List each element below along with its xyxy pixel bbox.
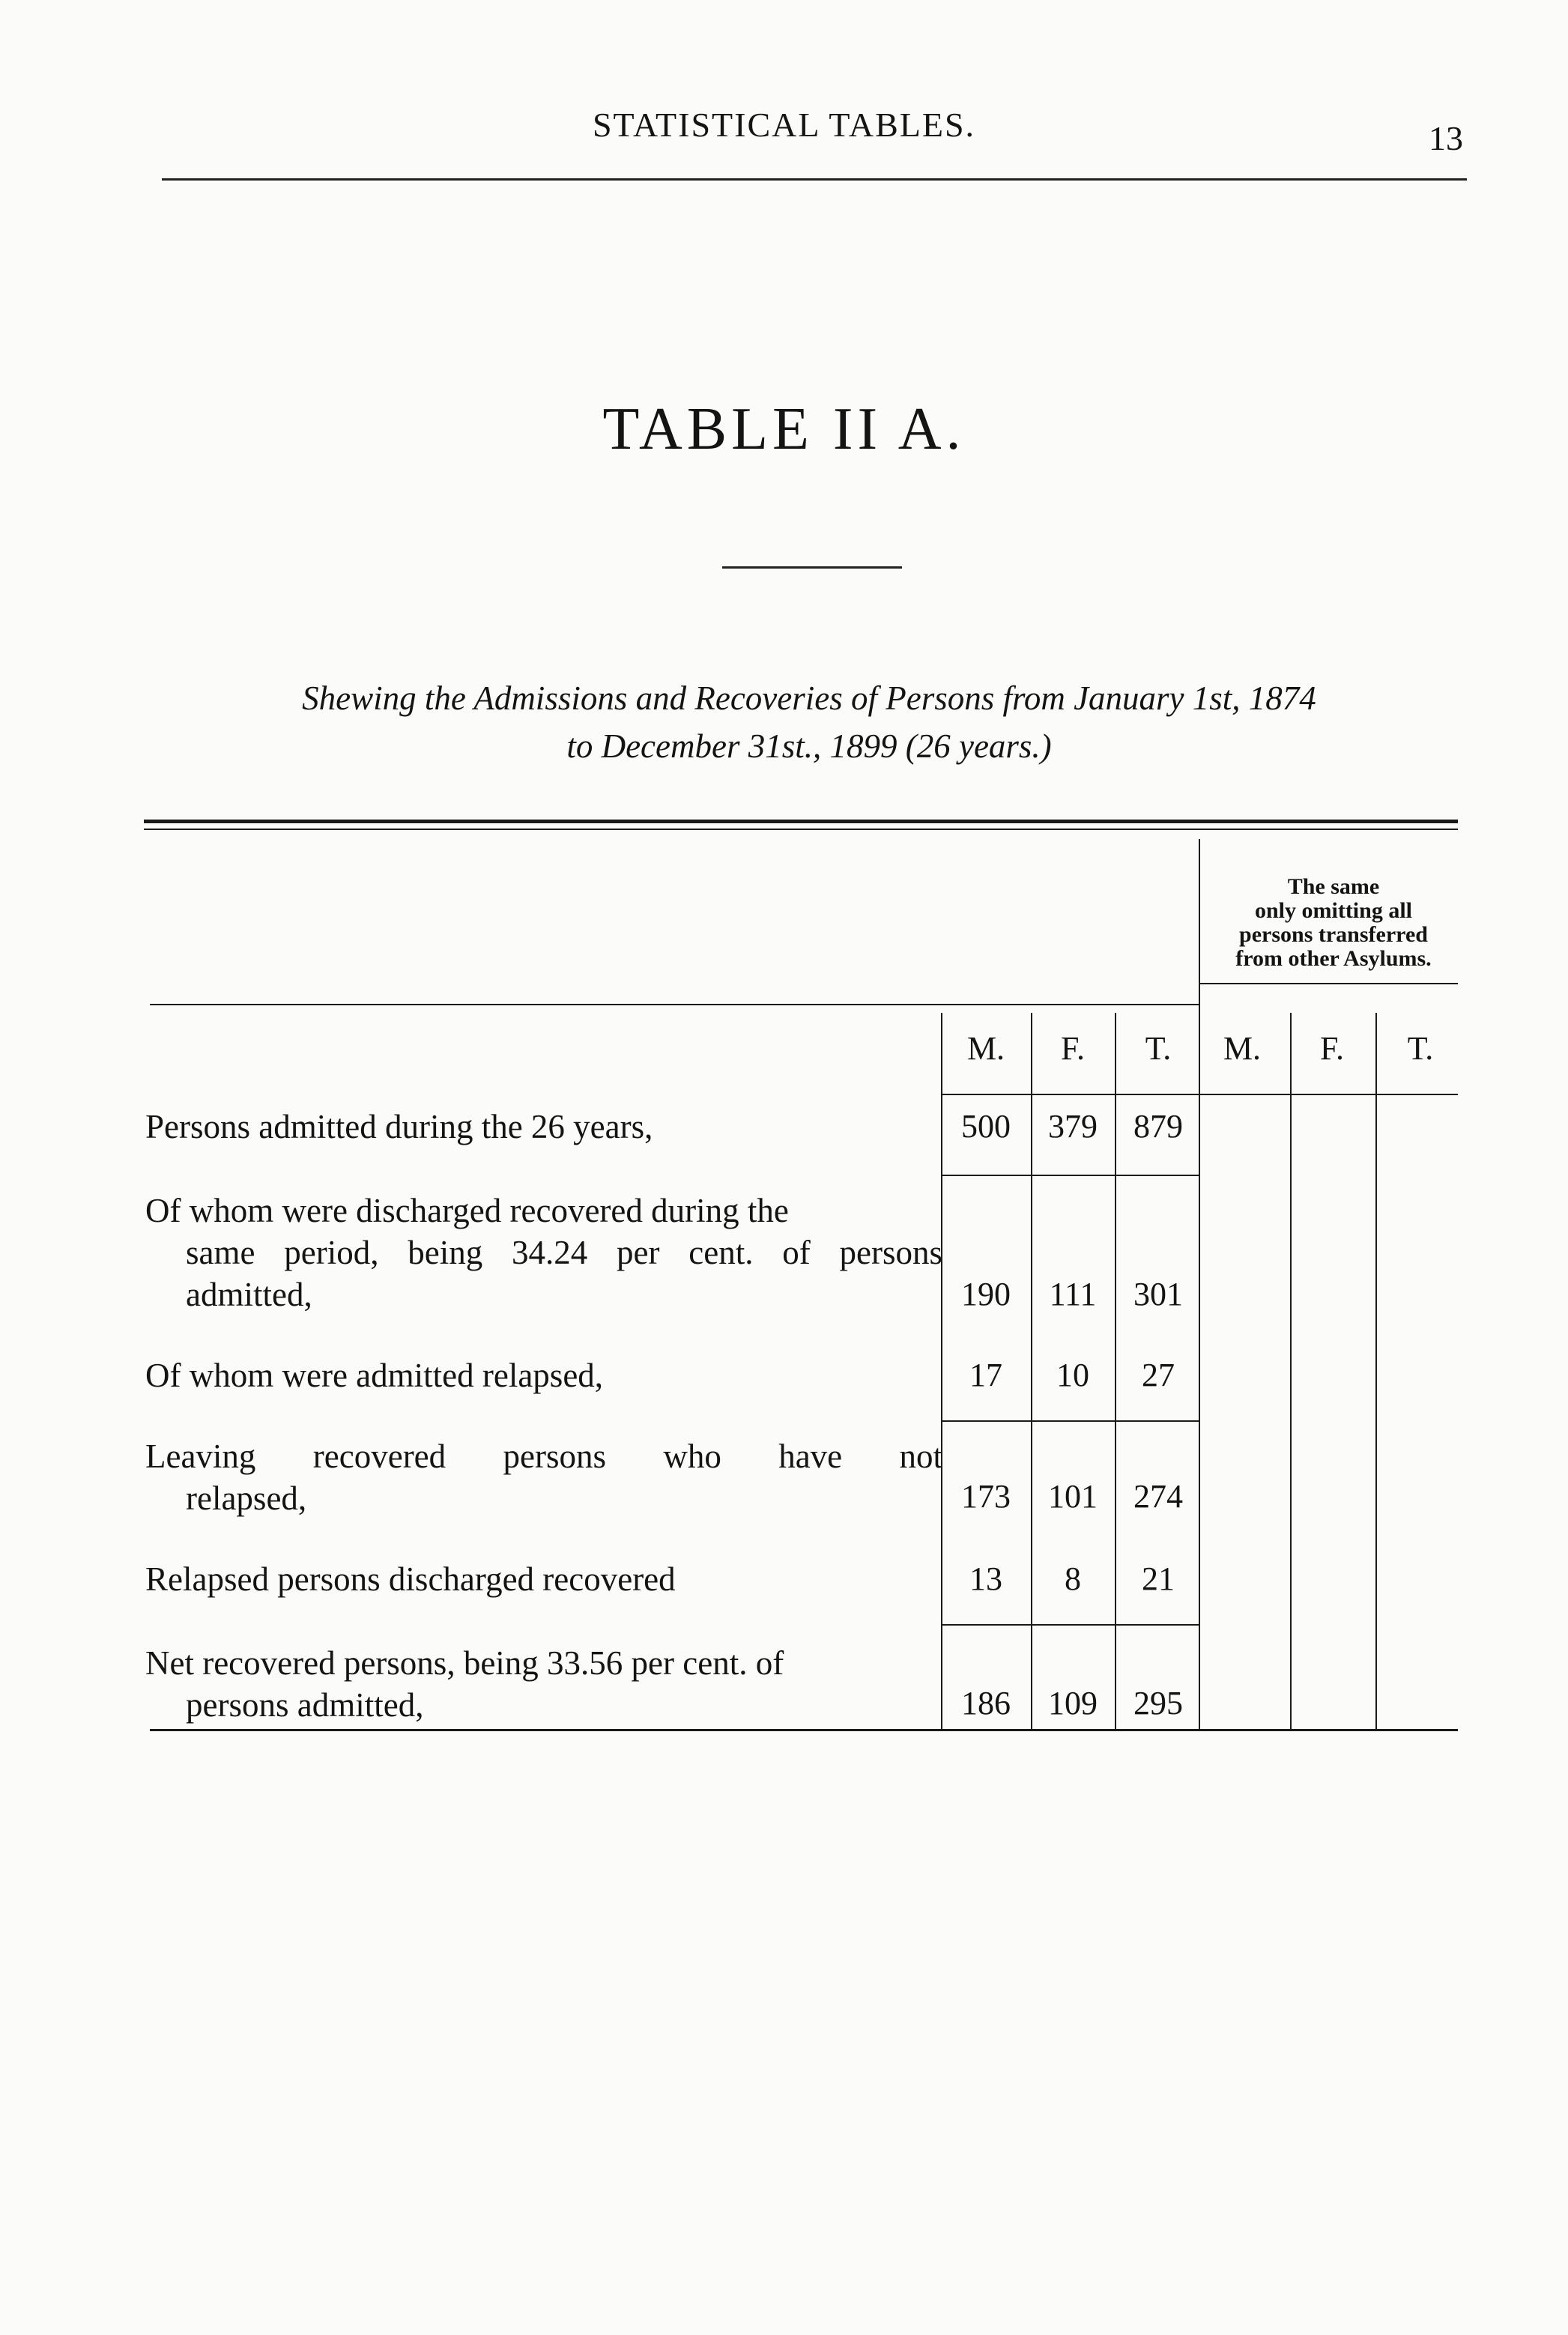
row-rule (941, 1624, 1200, 1626)
cell-f: 10 (1056, 1357, 1089, 1393)
col-header-f-excl: F. (1320, 1030, 1344, 1067)
group-header: The same only omitting all persons transferred from other Asylums. (1235, 874, 1432, 971)
col-header-rule (941, 1094, 1458, 1095)
cell-m: 190 (961, 1276, 1011, 1312)
row-label: Of whom were discharged recovered during the same period, being 34.24 per cent. of persons admitted, (145, 1192, 942, 1313)
row-label: Persons admitted during the 26 years, (145, 1108, 653, 1145)
col-header-t: T. (1145, 1030, 1172, 1067)
cell-t: 301 (1133, 1276, 1183, 1312)
cell-f: 101 (1048, 1478, 1098, 1515)
row-label: Relapsed persons discharged recovered (145, 1560, 676, 1598)
cell-m: 500 (961, 1108, 1011, 1145)
table-title: TABLE II A. (602, 396, 966, 462)
cell-m: 17 (969, 1357, 1002, 1393)
cell-t: 295 (1133, 1685, 1183, 1721)
table-top-rule-thin (144, 829, 1458, 830)
cell-m: 173 (961, 1478, 1011, 1515)
col-line-5 (1375, 1013, 1377, 1730)
ornamental-rule (722, 566, 902, 569)
row-label: Net recovered persons, being 33.56 per cent. of persons admitted, (145, 1644, 784, 1724)
table-bottom-rule (150, 1729, 1458, 1731)
cell-m: 13 (969, 1560, 1002, 1597)
table-top-rule-thick (144, 820, 1458, 823)
row-label: Leaving recovered persons who have not relapsed, (145, 1438, 942, 1517)
cell-f: 8 (1065, 1560, 1081, 1597)
cell-t: 21 (1142, 1560, 1175, 1597)
col-header-m: M. (966, 1030, 1005, 1067)
running-title: STATISTICAL TABLES. (592, 106, 976, 144)
col-header-t-excl: T. (1407, 1030, 1434, 1067)
table-subtitle (142, 674, 1476, 770)
col-header-f: F. (1061, 1030, 1085, 1067)
col-line-4 (1290, 1013, 1292, 1730)
cell-t: 27 (1142, 1357, 1175, 1393)
group-header-rule (1199, 983, 1458, 984)
row-rule (941, 1420, 1200, 1422)
cell-f: 379 (1048, 1108, 1098, 1145)
header-rule (162, 178, 1467, 181)
stub-header-rule (150, 1004, 1199, 1005)
subtitle-line-2: to December 31st., 1899 (26 years.) (566, 727, 1052, 765)
row-label: Of whom were admitted relapsed, (145, 1357, 604, 1394)
cell-m: 186 (961, 1685, 1011, 1721)
cell-t: 274 (1133, 1478, 1183, 1515)
cell-f: 111 (1049, 1276, 1097, 1312)
cell-t: 879 (1133, 1108, 1183, 1145)
col-header-m-excl: M. (1223, 1030, 1262, 1067)
page-number: 13 (1429, 119, 1463, 157)
row-rule (941, 1175, 1200, 1176)
subtitle-line-1: Shewing the Admissions and Recoveries of Persons from January 1st, 1874 (302, 679, 1316, 717)
cell-f: 109 (1048, 1685, 1098, 1721)
